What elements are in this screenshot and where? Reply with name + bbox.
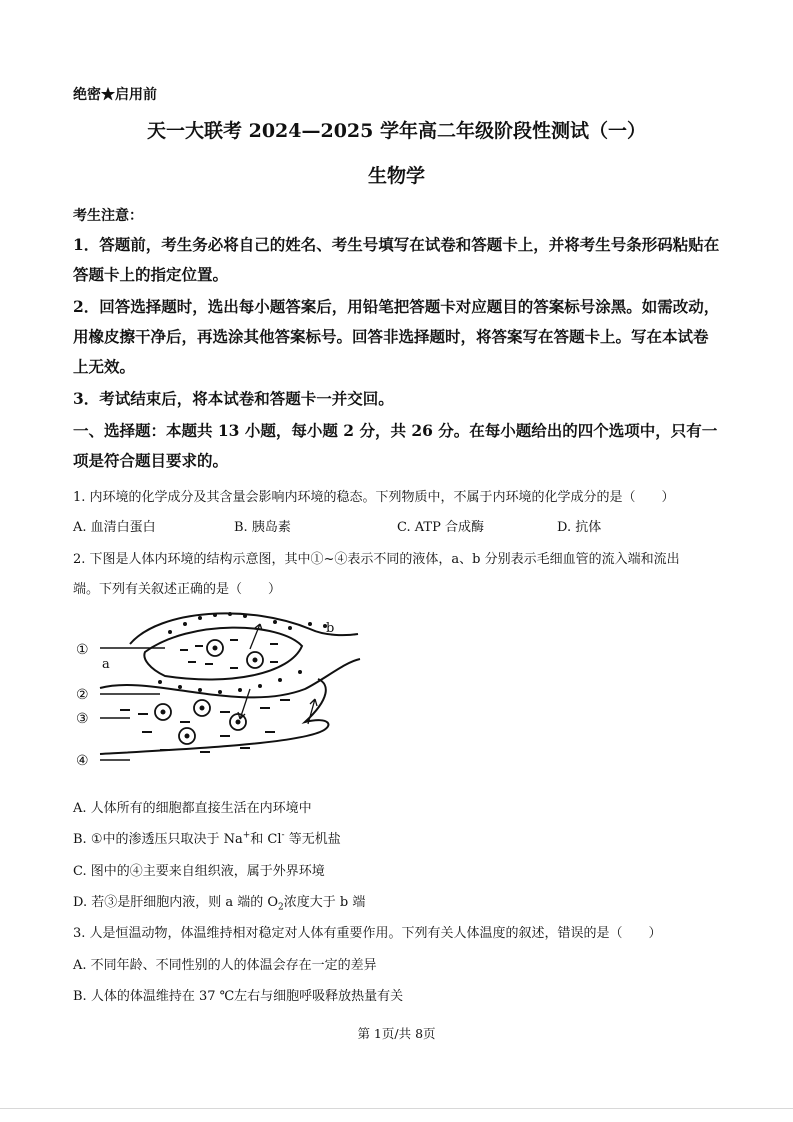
capillary-wall-dots — [158, 612, 327, 694]
q2-option-d: D. 若③是肝细胞内液，则 a 端的 $O_2$浓度大于 b 端 — [73, 895, 366, 913]
q3-option-a: A. 不同年龄、不同性别的人的体温会存在一定的差异 — [73, 958, 377, 973]
exam-title: 天一大联考 2024—2025 学年高二年级阶段性测试（一） — [147, 120, 646, 142]
figure-label-b: b — [326, 621, 335, 636]
page-divider — [0, 1108, 793, 1109]
figure-label-2: ② — [76, 687, 89, 703]
cell-nuclei — [161, 646, 258, 739]
q3-stem: 3. 人是恒温动物，体温维持相对稳定对人体有重要作用。下列有关人体温度的叙述，错误的是（ ） — [73, 926, 662, 941]
q1-option-c: C. ATP 合成酶 — [397, 520, 484, 535]
figure-label-3: ③ — [76, 711, 89, 727]
q2-option-c: C. 图中的④主要来自组织液，属于外界环境 — [73, 864, 325, 879]
notice-item-1: 1．答题前，考生务必将自己的姓名、考生号填写在试卷和答题卡上，并将考生号条形码粘贴在答题卡上的指定位置。 — [73, 235, 720, 284]
page-number: 第 1页/共 8页 — [357, 1026, 436, 1041]
internal-environment-diagram — [70, 604, 370, 774]
notice-heading: 考生注意： — [73, 208, 143, 224]
q3-option-b: B. 人体的体温维持在 37 ℃左右与细胞呼吸释放热量有关 — [73, 989, 404, 1004]
q1-option-b: B. 胰岛素 — [234, 520, 291, 535]
q2-option-a: A. 人体所有的细胞都直接生活在内环境中 — [73, 801, 312, 816]
notice-item-2: 2．回答选择题时，选出每小题答案后，用铅笔把答题卡对应题目的答案标号涂黑。如需改动，用橡皮擦干净后，再选涂其他答案标号。回答非选择题时，将答案写在答题卡上。写在本试卷上无效。 — [73, 297, 720, 376]
q2-stem-line1: 2. 下图是人体内环境的结构示意图，其中①~④表示不同的液体，a、b 分别表示毛细血管的流入端和流出 — [73, 552, 680, 567]
q1-stem: 1. 内环境的化学成分及其含量会影响内环境的稳态。下列物质中，不属于内环境的化学成分的是（ ） — [73, 490, 675, 505]
confidential-mark: 绝密★启用前 — [73, 87, 157, 103]
q1-option-d: D. 抗体 — [557, 520, 602, 535]
q1-option-a: A. 血清白蛋白 — [73, 520, 156, 535]
notice-item-3: 3．考试结束后，将本试卷和答题卡一并交回。 — [73, 389, 394, 408]
lymph-vessel-wall — [100, 679, 328, 754]
inner-vessel-outline — [144, 628, 302, 680]
q2-stem-line2: 端。下列有关叙述正确的是（ ） — [73, 582, 282, 597]
subject-title: 生物学 — [367, 165, 425, 187]
figure-label-1: ① — [76, 642, 89, 658]
figure-label-4: ④ — [76, 753, 89, 769]
cells — [155, 640, 263, 744]
q2-option-b: B. ①中的渗透压只取决于 Na+和 Cl- 等无机盐 — [73, 830, 341, 847]
figure-label-a: a — [102, 657, 110, 672]
section-heading: 一、选择题：本题共 13 小题，每小题 2 分，共 26 分。在每小题给出的四个选项中，只有一项是符合题目要求的。 — [73, 421, 718, 470]
